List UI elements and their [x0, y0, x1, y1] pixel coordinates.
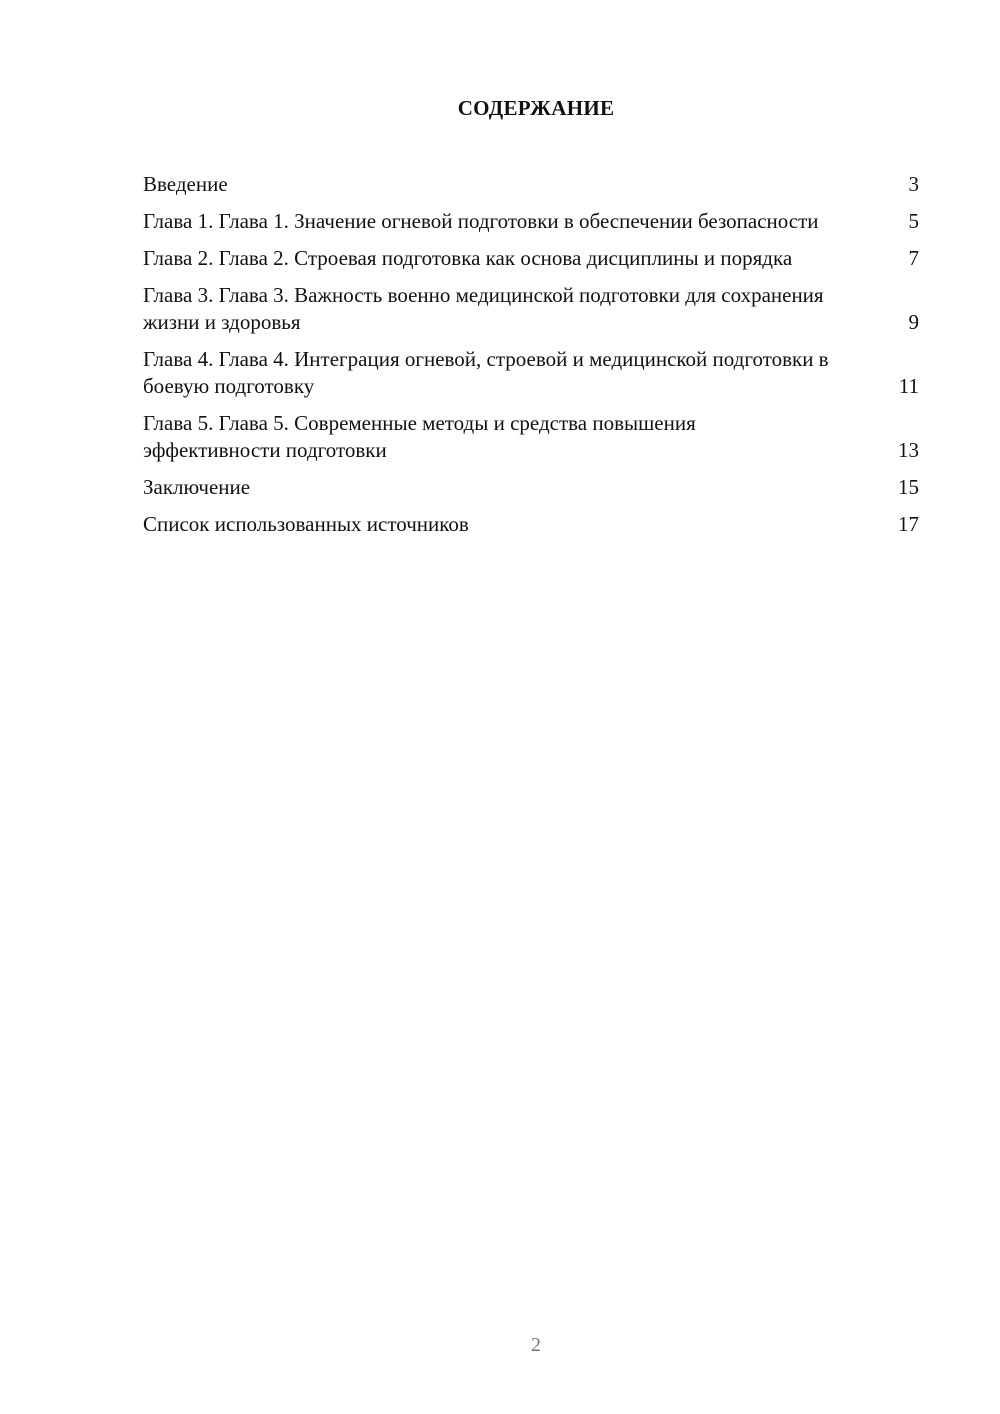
toc-entry-conclusion [143, 474, 919, 501]
toc-entry-chapter-5 [143, 410, 919, 464]
toc-entry-label: Глава 2. Глава 2. Строевая подготовка как основа дисциплины и порядка [143, 246, 793, 270]
toc-entry-page: 7 [908, 246, 919, 270]
toc-entry-label: Глава 1. Глава 1. Значение огневой подготовки в обеспечении безопасности [143, 209, 819, 233]
toc-entry-page: 9 [908, 310, 919, 334]
table-of-contents [143, 171, 919, 548]
toc-entry-page: 3 [908, 172, 919, 196]
toc-entry-page: 11 [898, 374, 919, 398]
toc-entry-chapter-4 [143, 346, 919, 400]
toc-entry-references [143, 511, 919, 538]
toc-entry-page: 13 [898, 438, 919, 462]
toc-entry-label: Введение [143, 172, 228, 196]
toc-entry-introduction [143, 171, 919, 198]
toc-entry-page: 15 [898, 475, 919, 499]
toc-entry-label: Глава 5. Глава 5. Современные методы и средства повышения эффективности подготовки [143, 411, 696, 462]
toc-entry-chapter-1 [143, 208, 919, 235]
toc-entry-page: 5 [908, 209, 919, 233]
toc-entry-label: Список использованных источников [143, 512, 469, 536]
toc-heading: СОДЕРЖАНИЕ [457, 96, 615, 120]
toc-entry-chapter-3 [143, 282, 919, 336]
toc-entry-page: 17 [898, 512, 919, 536]
toc-entry-label: Глава 3. Глава 3. Важность военно медицинской подготовки для сохранения жизни и здоровья [143, 283, 824, 334]
page-number: 2 [531, 1334, 541, 1356]
toc-entry-label: Глава 4. Глава 4. Интеграция огневой, строевой и медицинской подготовки в боевую подготовку [143, 347, 829, 398]
toc-entry-chapter-2 [143, 245, 919, 272]
toc-entry-label: Заключение [143, 475, 251, 499]
